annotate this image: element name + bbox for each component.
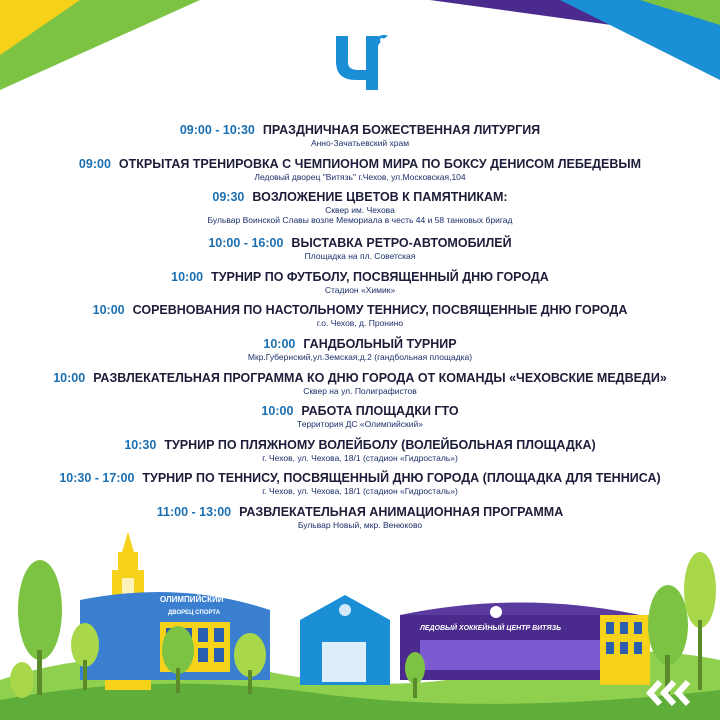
event-time: 10:00 - 16:00 [208, 236, 284, 251]
event-time: 10:00 [92, 303, 125, 318]
event-schedule [0, 122, 720, 538]
event-time: 10:00 [263, 336, 296, 351]
event-row [0, 122, 720, 156]
event-time: 09:00 [78, 156, 111, 171]
event-venue: Ледовый дворец "Витязь" г.Чехов, ул.Московская,104 [254, 171, 466, 182]
central-building-illustration [300, 595, 390, 685]
event-row [0, 302, 720, 336]
event-title: ОТКРЫТАЯ ТРЕНИРОВКА С ЧЕМПИОНОМ МИРА ПО БОКСУ ДЕНИСОМ ЛЕБЕДЕВЫМ [118, 156, 642, 171]
event-venue: Сквер на ул. Полиграфистов [303, 385, 417, 396]
sports-palace-sign-2: ДВОРЕЦ СПОРТА [168, 610, 221, 616]
city-logo-icon [330, 30, 390, 94]
event-time: 09:00 - 10:30 [179, 123, 255, 137]
event-time: 10:00 [261, 404, 294, 419]
city-skyline-illustration [0, 530, 720, 720]
event-title: ВЫСТАВКА РЕТРО-АВТОМОБИЛЕЙ [291, 236, 512, 251]
event-time: 09:30 [212, 190, 245, 205]
event-row [0, 189, 720, 235]
event-venue: Мкр.Губернский,ул.Земская,д.2 (гандбольная площадка) [247, 351, 473, 362]
event-row [0, 403, 720, 437]
event-row [0, 235, 720, 269]
event-venue: Площадка на пл. Советская [304, 251, 416, 262]
event-title: ТУРНИР ПО ФУТБОЛУ, ПОСВЯЩЕННЫЙ ДНЮ ГОРОДА [211, 269, 549, 284]
event-venue: Бульвар Новый, мкр. Венюково [297, 519, 423, 530]
event-venue: Территория ДС «Олимпийский» [297, 419, 423, 430]
event-time: 10:00 [171, 269, 204, 284]
triple-chevron-left-icon[interactable] [640, 676, 704, 710]
event-title: РАБОТА ПЛОЩАДКИ ГТО [301, 404, 459, 419]
event-title: СОРЕВНОВАНИЯ ПО НАСТОЛЬНОМУ ТЕННИСУ, ПОСВЯЩЕННЫЕ ДНЮ ГОРОДА [132, 303, 628, 318]
event-time: 10:00 [53, 370, 86, 385]
event-row [0, 470, 720, 504]
ice-palace-sign: ЛЕДОВЫЙ ХОККЕЙНЫЙ ЦЕНТР ВИТЯЗЬ [420, 625, 562, 632]
event-time: 10:30 - 17:00 [59, 471, 135, 486]
event-title: РАЗВЛЕКАТЕЛЬНАЯ АНИМАЦИОННАЯ ПРОГРАММА [239, 504, 564, 519]
event-title: ТУРНИР ПО ТЕННИСУ, ПОСВЯЩЕННЫЙ ДНЮ ГОРОДА (ПЛОЩАДКА ДЛЯ ТЕННИСА) [142, 471, 661, 486]
event-row [0, 437, 720, 471]
event-time: 10:30 [124, 437, 157, 452]
event-row [0, 370, 720, 404]
event-row [0, 156, 720, 190]
event-venue: Сквер им. Чехова [325, 205, 395, 216]
sports-palace-sign-1: ОЛИМПИЙСКИЙ [160, 595, 224, 604]
event-row [0, 336, 720, 370]
event-venue: Бульвар Воинской Славы возле Мемориала в честь 44 и 58 танковых бригад [207, 215, 513, 226]
event-time: 11:00 - 13:00 [156, 504, 232, 519]
event-title: ПРАЗДНИЧНАЯ БОЖЕСТВЕННАЯ ЛИТУРГИЯ [262, 123, 541, 137]
event-title: ГАНДБОЛЬНЫЙ ТУРНИР [303, 336, 457, 351]
event-row [0, 269, 720, 303]
event-title: РАЗВЛЕКАТЕЛЬНАЯ ПРОГРАММА КО ДНЮ ГОРОДА ОТ КОМАНДЫ «ЧЕХОВСКИЕ МЕДВЕДИ» [93, 370, 667, 385]
event-venue: г.о. Чехов, д. Пронино [316, 318, 404, 329]
event-title: ТУРНИР ПО ПЛЯЖНОМУ ВОЛЕЙБОЛУ (ВОЛЕЙБОЛЬНАЯ ПЛОЩАДКА) [164, 437, 596, 452]
event-venue: Анно-Зачатьевский храм [310, 138, 410, 148]
event-title: ВОЗЛОЖЕНИЕ ЦВЕТОВ К ПАМЯТНИКАМ: [252, 190, 508, 205]
event-venue: г. Чехов, ул. Чехова, 18/1 (стадион «Гидросталь») [262, 452, 458, 463]
event-venue: Стадион «Химик» [324, 284, 396, 295]
event-venue: г. Чехов, ул. Чехова, 18/1 (стадион «Гидросталь») [262, 486, 458, 497]
